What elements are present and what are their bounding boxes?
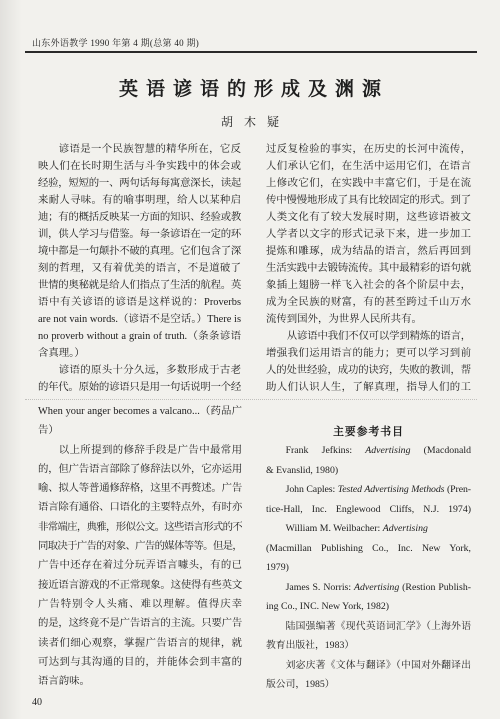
reference-text: & Evanslid, 1980) [266, 464, 339, 476]
text-line: 接近语言游戏的不正常现象。这使得有些英文 [38, 579, 242, 591]
text-line: are not vain words.（谚语不是空话。）There is [38, 314, 241, 325]
text-line: 的年代。原始的谚语只是用一句话说明一个经 [38, 382, 241, 393]
carryover-paragraph [266, 141, 471, 328]
reference-entry [266, 656, 471, 695]
text-line: 来耐人寻味。有的喻事明理，给人以某种启 [38, 195, 241, 206]
text-line: 提炼和雕琢，成为结晶的语言，然后再回到 [266, 246, 471, 257]
carryover-paragraph [38, 402, 242, 441]
reference-text: James S. Norris: [285, 581, 355, 593]
paragraph [38, 362, 241, 396]
section-divider [25, 399, 477, 400]
reference-title: Advertising [354, 581, 400, 593]
text-line: 可达到与其沟通的目的，并能体会到丰富的 [38, 656, 242, 668]
reference-line [266, 675, 471, 695]
references-section [266, 423, 471, 695]
text-line: 流传到国外，为世界人民所共有。 [266, 314, 422, 325]
reference-entry [266, 441, 471, 480]
reference-line [266, 519, 471, 539]
text-line: 训，供人学习与借鉴。每一条谚语在一定的环 [38, 229, 241, 240]
reference-line [266, 500, 471, 520]
reference-text: ing Co., INC. New York, 1982) [266, 601, 390, 612]
text-line: 告） [38, 425, 59, 437]
text-line: 人们承认它们，在生活中运用它们，在语言 [266, 161, 471, 172]
text-line: 人的处世经验，成功的诀窍，失败的教训，帮 [266, 365, 471, 376]
article-column-right [266, 141, 471, 396]
text-line: 同取决于广告的对象、广告的媒体等等。但是， [38, 541, 242, 553]
text-line: 境中都是一句颠扑不破的真理。它们包含了深 [38, 246, 241, 257]
reference-text: tice-Hall, Inc. Englewood Cliffs, N.J. 1974) [266, 503, 471, 515]
article-author: 胡木疑 [220, 115, 290, 129]
text-line: 上修改它们，在实践中丰富它们，于是在流 [266, 178, 471, 189]
reference-line [266, 441, 471, 461]
reference-line [266, 656, 471, 676]
text-line: 谚语是一个民族智慧的精华所在，它反 [58, 144, 241, 155]
references-heading: 主要参考书目 [333, 426, 404, 438]
text-line: 广告特别令人头痛、难以理解。值得庆幸 [38, 598, 242, 610]
text-line: 语中有关谚语的谚语是这样说的：Proverbs [38, 297, 241, 308]
reference-text: 陆国强编著《现代英语词汇学》（上海外语 [285, 620, 471, 632]
text-line: 过反复检验的事实，在历史的长河中流传， [266, 144, 471, 155]
reference-line [266, 461, 471, 481]
reference-line [266, 617, 471, 637]
text-line: 广告中还存在着过分玩弄语言噱头，有的已 [38, 560, 242, 572]
article-title: 英语谚语的形成及渊源 [118, 79, 389, 100]
text-line: 经验，短短的一、两句话每每寓意深长，读起 [38, 178, 241, 189]
text-line: 成为全民族的财富，有的甚至跨过千山万水 [266, 297, 471, 308]
text-line: 世情的奥秘就是给人们指点了生活的航程。英 [38, 280, 241, 291]
text-line: 的是，这终竟不是广告语言的主流。只要广告 [38, 618, 242, 630]
reference-line [266, 578, 471, 598]
text-line: 非常端庄，典雅，形似公文。这些语言形式的不 [38, 521, 242, 533]
text-line: 映人们在长时期生活与斗争实践中的体会或 [38, 161, 241, 172]
text-line: 象插上翅膀一样飞入社会的各个阶层中去， [266, 280, 471, 291]
text-line: 谚语的原头十分久远，多数形成于古老 [58, 365, 241, 376]
reference-text: 刘宓庆著《文体与翻译》（中国对外翻译出 [285, 659, 471, 671]
reference-text: (Restion Publish- [399, 581, 471, 593]
reference-text: (Macmillan Publishing Co., Inc. New York, [266, 542, 471, 554]
running-header [32, 37, 199, 49]
text-line: 助人们认识人生，了解真理，指导人们的工 [266, 382, 471, 393]
page-number: 40 [32, 697, 42, 708]
reference-text: William M. Weilbacher: [285, 523, 383, 534]
reference-text: 1979) [266, 562, 289, 573]
reference-line [266, 480, 471, 500]
text-line: 语言韵味。 [38, 676, 90, 688]
reference-text: (Pren- [444, 484, 471, 495]
reference-text: (Macdonald [410, 445, 471, 456]
reference-line [266, 539, 471, 559]
reference-title: Advertising [365, 445, 411, 456]
text-line: 增强我们运用语言的能力；更可以学习到前 [266, 348, 471, 359]
text-line: When your anger becomes a valcano...（药品广 [38, 406, 242, 417]
text-line: 读者们细心观察，掌握广告语言的规律，就 [38, 637, 242, 649]
reference-text: Frank Jefkins: [285, 445, 366, 456]
text-line: 的，但广告语言部除了修辞法以外，它亦运用 [38, 463, 242, 475]
text-line: 喻、拟人等普通修辞格，这里不再赘述。广告 [38, 483, 242, 495]
text-line: 从谚语中我们不仅可以学到精炼的语言， [286, 331, 471, 342]
text-line: 传中慢慢地形成了具有比较固定的形式。到了 [266, 195, 471, 206]
reference-line [266, 636, 471, 656]
reference-title: Tested Advertising Methods [337, 484, 445, 495]
text-line: 语言除有通俗、口语化的主要特点外，有时亦 [38, 502, 242, 514]
journal-issue: 山东外语教学 1990 年第 4 期(总第 40 期) [32, 38, 200, 48]
text-line: 刻的哲理，又有着优美的语言，不是道破了 [38, 263, 241, 274]
reference-entry [266, 480, 471, 519]
paragraph [38, 141, 241, 362]
text-line: 人学者以文字的形式记录下来，进一步加工 [266, 229, 471, 240]
text-line: no proverb without a grain of truth.（条条谚语 [38, 331, 241, 342]
article-column-left [38, 141, 241, 396]
reference-line [266, 597, 471, 617]
reference-entry [266, 519, 471, 578]
reference-title: Advertising [382, 523, 428, 534]
text-line: 含真理。） [38, 348, 85, 359]
reference-text: John Caples: [285, 484, 338, 495]
paragraph [38, 441, 242, 692]
reference-text: 版公司，1985） [266, 679, 335, 690]
text-line: 迪；有的概括反映某一方面的知识、经验或教 [38, 212, 241, 223]
reference-entry [266, 578, 471, 617]
header-rule [25, 51, 477, 53]
reference-line [266, 558, 471, 578]
reference-text: 教育出版社，1983） [266, 640, 355, 651]
text-line: 人类文化有了较大发展时期，这些谚语被文 [266, 212, 471, 223]
references-list [266, 441, 471, 695]
text-line: 生活实践中去锻铸流传。其中最精彩的语句就 [266, 263, 471, 274]
text-line: 以上所提到的修辞手段是广告中最常用 [58, 444, 242, 456]
reference-entry [266, 617, 471, 656]
continued-article-column [38, 402, 242, 691]
paragraph [266, 328, 471, 396]
